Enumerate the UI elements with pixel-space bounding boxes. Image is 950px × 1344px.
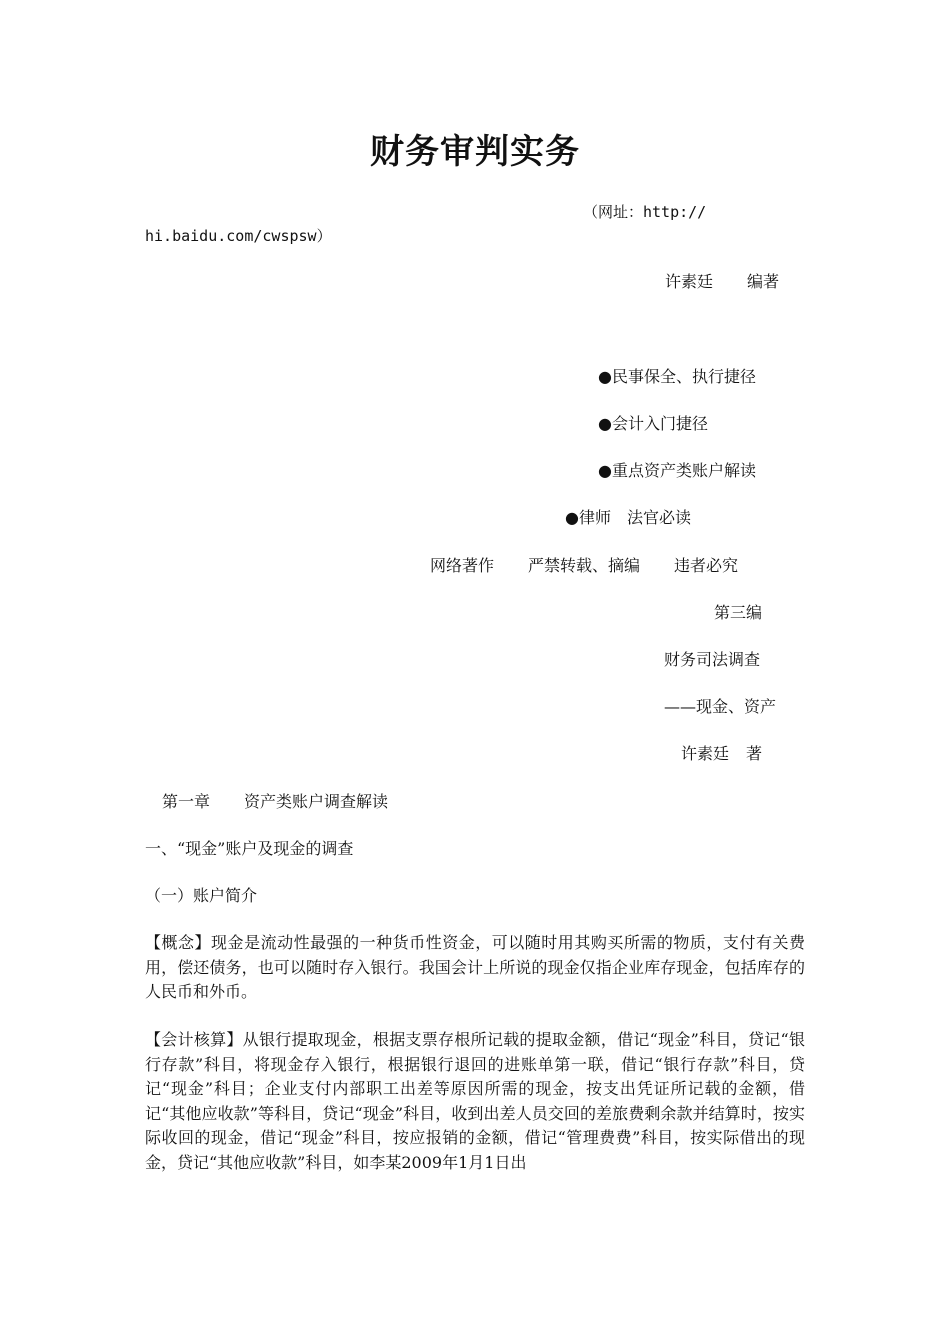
notice-part: 违者必究	[674, 556, 739, 575]
paragraph-concept: 【概念】现金是流动性最强的一种货币性资金，可以随时用其购买所需的物质，支付有关费用，偿还债务，也可以随时存入银行。我国会计上所说的现金仅指企业库存现金，包括库存的人民币和外币。	[145, 933, 805, 1001]
bullet-item: ●律师 法官必读	[565, 508, 691, 527]
url-line-2: hi.baidu.com/cwspsw）	[145, 227, 332, 245]
copyright-notice	[430, 556, 738, 576]
chapter-heading	[162, 792, 388, 812]
url-line-1: （网址：http://	[583, 203, 707, 221]
bullet-item: ●会计入门捷径	[598, 414, 708, 433]
part-author-name: 许素廷	[681, 744, 730, 763]
paragraph-accounting: 【会计核算】从银行提取现金，根据支票存根所记载的提取金额，借记“现金”科目，贷记“银行存款”科目，将现金存入银行，根据银行退回的进账单第一联，借记“银行存款”科目，贷记“现金”科目；企业支付内部职工出差等原因所需的现金，按支出凭证所记载的金额，借记“其他应收款”等科目，贷记“现金”科目，收到出差人员交回的差旅费剩余款并结算时，按实际收回的现金，借记“现金”科目，按应报销的金额，借记“管理费费”科目，按实际借出的现金，贷记“其他应收款”科目，如李某2009年1月1日出	[145, 1030, 805, 1172]
part-subtitle: ——现金、资产	[664, 697, 777, 716]
part-number: 第三编	[714, 603, 763, 622]
document-title: 财务审判实务	[370, 132, 580, 172]
notice-part: 网络著作	[430, 556, 495, 575]
section-heading: 一、“现金”账户及现金的调查	[145, 839, 354, 858]
subsection-heading: （一）账户简介	[145, 886, 258, 905]
bullet-item: ●重点资产类账户解读	[598, 461, 756, 480]
notice-part: 严禁转载、摘编	[528, 556, 641, 575]
bullet-item: ●民事保全、执行捷径	[598, 367, 756, 386]
author-name: 许素廷	[665, 272, 714, 291]
part-title: 财务司法调查	[664, 650, 761, 669]
part-author-role: 著	[746, 744, 763, 763]
chapter-number: 第一章	[162, 792, 211, 811]
part-author	[681, 744, 762, 764]
author-credit	[665, 272, 779, 292]
author-role: 编著	[747, 272, 780, 291]
chapter-title: 资产类账户调查解读	[244, 792, 389, 811]
